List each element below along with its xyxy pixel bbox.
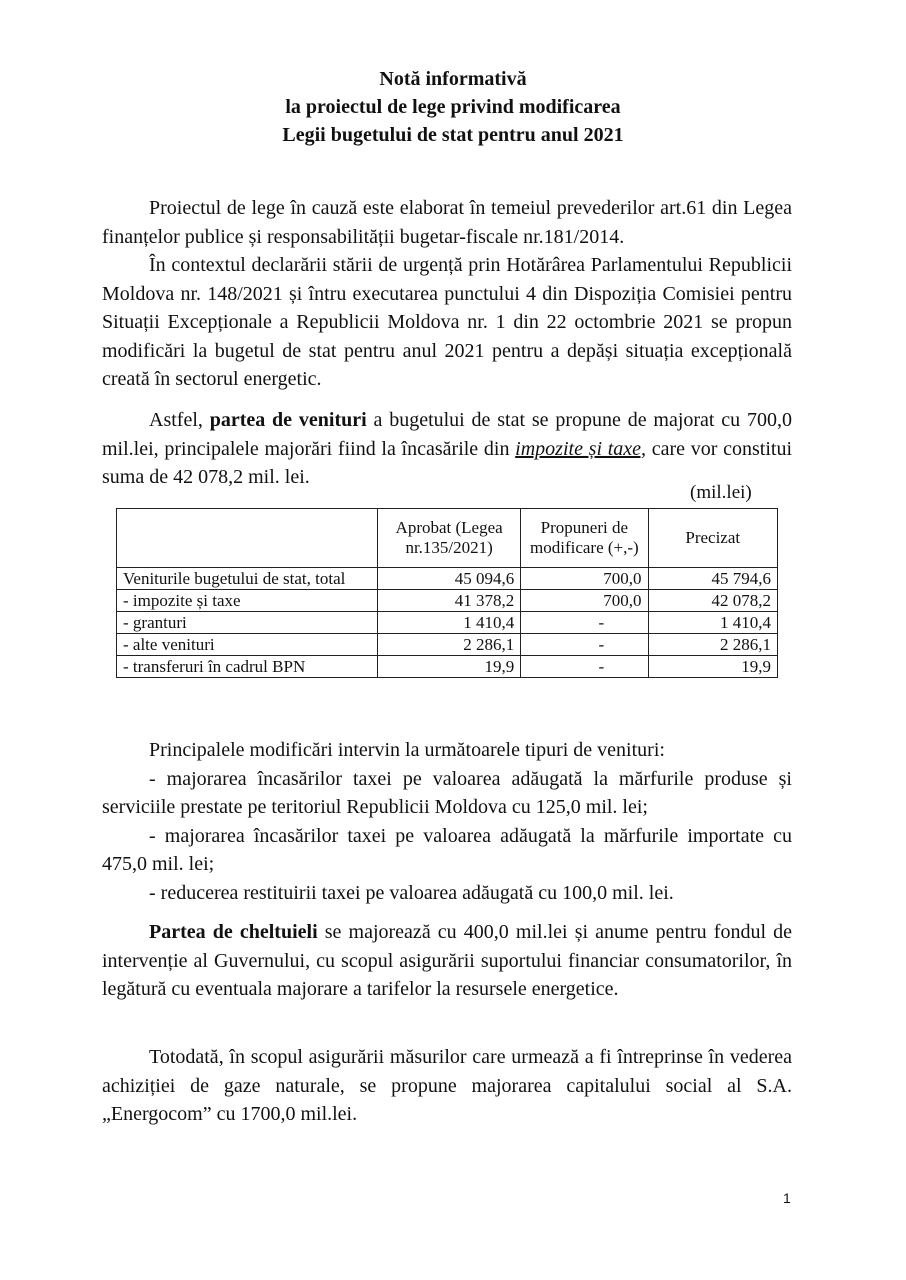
- page-number: 1: [783, 1190, 791, 1206]
- revenue-emphasis: impozite și taxe,: [515, 437, 647, 460]
- table-unit-label: (mil.lei): [690, 482, 752, 503]
- table-row: [117, 656, 778, 678]
- table-cell: 42 078,2: [648, 590, 777, 612]
- table-cell: 2 286,1: [648, 634, 777, 656]
- table-cell: 45 094,6: [378, 568, 521, 590]
- table-cell: 1 410,4: [648, 612, 777, 634]
- paragraph-main-changes: [102, 736, 792, 908]
- table-cell: 41 378,2: [378, 590, 521, 612]
- table-cell-label: Veniturile bugetului de stat, total: [117, 568, 378, 590]
- expenditure-bold: Partea de cheltuieli: [149, 921, 318, 943]
- title-line-1: Notă informativă: [379, 68, 527, 90]
- revenue-text-c: care vor constitui suma de 42 078,2 mil. lei.: [102, 437, 793, 489]
- changes-item-2: - majorarea încasărilor taxei pe valoarea adăugată la mărfurile importate cu 475,0 mil. lei;: [102, 824, 792, 876]
- expenditure-text: se majorează cu 400,0 mil.lei și anume pentru fondul de intervenție al Guvernului, cu scopul asigurării suportului financiar consumatorilor, în legătură cu eventuala majorare a tarifelor la resursele energetice.: [102, 921, 792, 1001]
- revenue-table: [116, 508, 778, 678]
- table-cell: -: [521, 656, 648, 678]
- table-row: [117, 568, 778, 590]
- revenue-bold: partea de venituri: [209, 409, 367, 431]
- table-cell: 19,9: [378, 656, 521, 678]
- paragraph-legal-basis: Proiectul de lege în cauză este elaborat în temeiul prevederilor art.61 din Legea finanțelor publice și responsabilității bugetar-fiscale nr.181/2014.: [102, 197, 792, 248]
- table-cell: 19,9: [648, 656, 777, 678]
- table-cell-label: - alte venituri: [117, 634, 378, 656]
- table-cell-label: - transferuri în cadrul BPN: [117, 656, 378, 678]
- table-header-row: [117, 509, 778, 568]
- table-cell: -: [521, 612, 648, 634]
- revenue-text-a: Astfel,: [149, 409, 210, 431]
- table-row: [117, 634, 778, 656]
- revenue-text-b: a bugetului de stat se propune de majorat cu 700,0 mil.lei, principalele majorări fiind la încasările din: [102, 409, 793, 460]
- table-cell-label: - impozite și taxe: [117, 590, 378, 612]
- table-cell: 700,0: [521, 590, 648, 612]
- changes-intro: Principalele modificări intervin la următoarele tipuri de venituri:: [149, 739, 665, 761]
- table-header-cell: Aprobat (Legea nr.135/2021): [378, 509, 521, 568]
- table-header-cell: Precizat: [648, 509, 777, 568]
- table-row: [117, 590, 778, 612]
- paragraph-context: În contextul declarării stării de urgență prin Hotărârea Parlamentului Republicii Moldova nr. 148/2021 și întru executarea punctului 4 din Dispoziția Comisiei pentru Situații Excepționale a Republicii Moldova nr. 1 din 22 octombrie 2021 se propun modificări la bugetul de stat pentru anul 2021 pentru a depăși situația excepțională creată în sectorul energetic.: [102, 254, 792, 391]
- table-header-cell: Propuneri de modificare (+,-): [521, 509, 648, 568]
- table-row: [117, 612, 778, 634]
- table-cell: 700,0: [521, 568, 648, 590]
- table-cell: -: [521, 634, 648, 656]
- title-line-3: Legii bugetului de stat pentru anul 2021: [282, 124, 624, 146]
- title-line-2: la proiectul de lege privind modificarea: [285, 96, 621, 118]
- paragraph-energocom: Totodată, în scopul asigurării măsurilor care urmează a fi întreprinse în vederea achiziției de gaze naturale, se propune majorarea capitalului social al S.A. „Energocom” cu 1700,0 mil.lei.: [102, 1046, 792, 1126]
- paragraph-expenditure: [102, 918, 792, 1004]
- changes-item-3: - reducerea restituirii taxei pe valoarea adăugată cu 100,0 mil. lei.: [149, 881, 674, 904]
- changes-item-1: - majorarea încasărilor taxei pe valoarea adăugată la mărfurile produse și serviciile prestate pe teritoriul Republicii Moldova cu 125,0 mil. lei;: [102, 767, 792, 819]
- document-title: [0, 66, 906, 150]
- table-cell: 1 410,4: [378, 612, 521, 634]
- table-cell-label: - granturi: [117, 612, 378, 634]
- table-cell: 45 794,6: [648, 568, 777, 590]
- table-cell: 2 286,1: [378, 634, 521, 656]
- table-header-cell: [117, 509, 378, 568]
- paragraph-revenue: [102, 406, 792, 492]
